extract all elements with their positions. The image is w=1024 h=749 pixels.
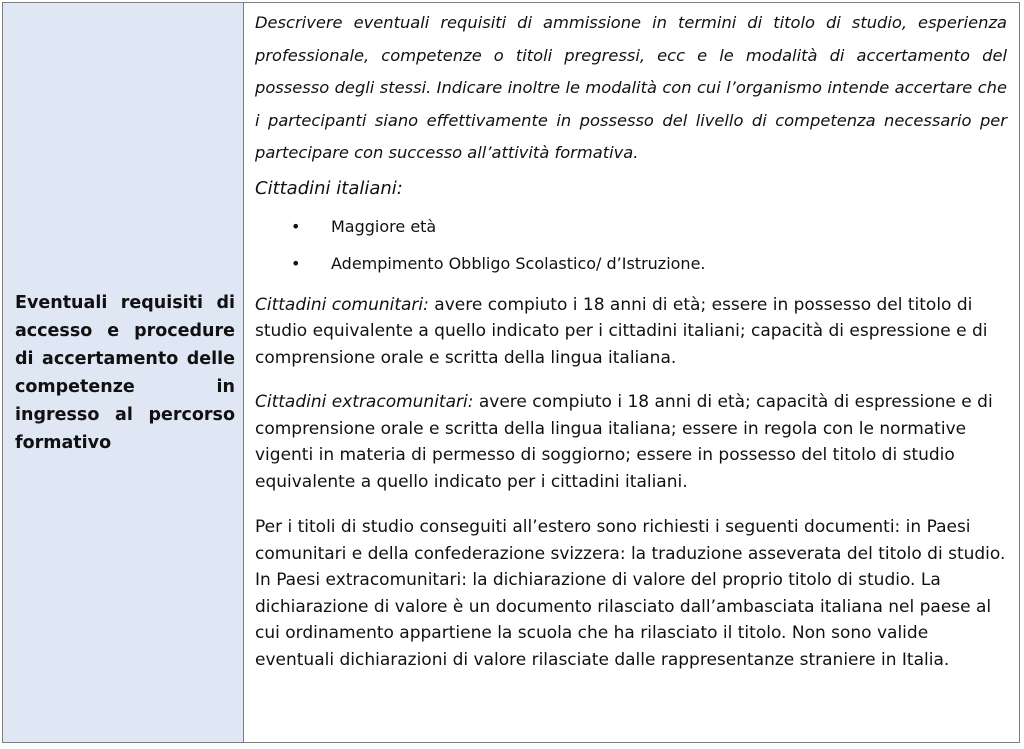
non-eu-citizens-label: Cittadini extracomunitari: bbox=[255, 392, 474, 412]
list-item: • Maggiore età bbox=[255, 208, 1007, 245]
eu-citizens-label: Cittadini comunitari: bbox=[255, 294, 429, 315]
foreign-titles-paragraph: Per i titoli di studio conseguiti all’estero sono richiesti i seguenti documenti: in Paesi comunitari e della confederazione svizzera: la traduzione asseverata del titolo di studio. In Paesi extracomunitari: la dichiarazione di valore del proprio titolo di studio. La dichiarazione di valore è un documento rilasciato dall’ambasciata italiana nel paese al cui ordinamento appartiene la scuola che ha rilasciato il titolo. Non sono valide eventuali dichiarazioni di valore rilasciate dalle rappresentanze straniere in Italia. bbox=[255, 517, 1006, 670]
bullet-icon: • bbox=[291, 216, 301, 236]
label-cell bbox=[3, 3, 244, 742]
requirements-table bbox=[2, 2, 1020, 743]
bullet-icon: • bbox=[291, 253, 301, 273]
italian-citizens-heading: Cittadini italiani: bbox=[255, 177, 403, 199]
eu-citizens-paragraph: Cittadini comunitari: avere compiuto i 18 anni di età; essere in possesso del titolo di studio equivalente a quello indicato per i cittadini italiani; capacità di espressione e di comprensione orale e scritta della lingua italiana. bbox=[255, 294, 988, 368]
non-eu-citizens-paragraph: Cittadini extracomunitari: avere compiuto i 18 anni di età; capacità di espressione e di comprensione orale e scritta della lingua italiana; essere in regola con le normative vigenti in materia di permesso di soggiorno; essere in possesso del titolo di studio equivalente a quello indicato per i cittadini italiani. bbox=[255, 392, 993, 492]
content-cell bbox=[244, 3, 1019, 742]
row-label: Eventuali requisiti di accesso e procedure di accertamento delle competenze in ingresso al percorso formativo bbox=[15, 292, 235, 453]
instructions-text: Descrivere eventuali requisiti di ammissione in termini di titolo di studio, esperienza professionale, competenze o titoli pregressi, ecc e le modalità di accertamento del possesso degli stessi. Indicare inoltre le modalità con cui l’organismo intende accertare che i partecipanti siano effettivamente in possesso del livello di competenza necessario per partecipare con successo all’attività formativa. bbox=[255, 13, 1007, 162]
list-item: • Adempimento Obbligo Scolastico/ d’Istruzione. bbox=[255, 245, 1007, 282]
italian-requirements-list bbox=[255, 208, 1007, 282]
